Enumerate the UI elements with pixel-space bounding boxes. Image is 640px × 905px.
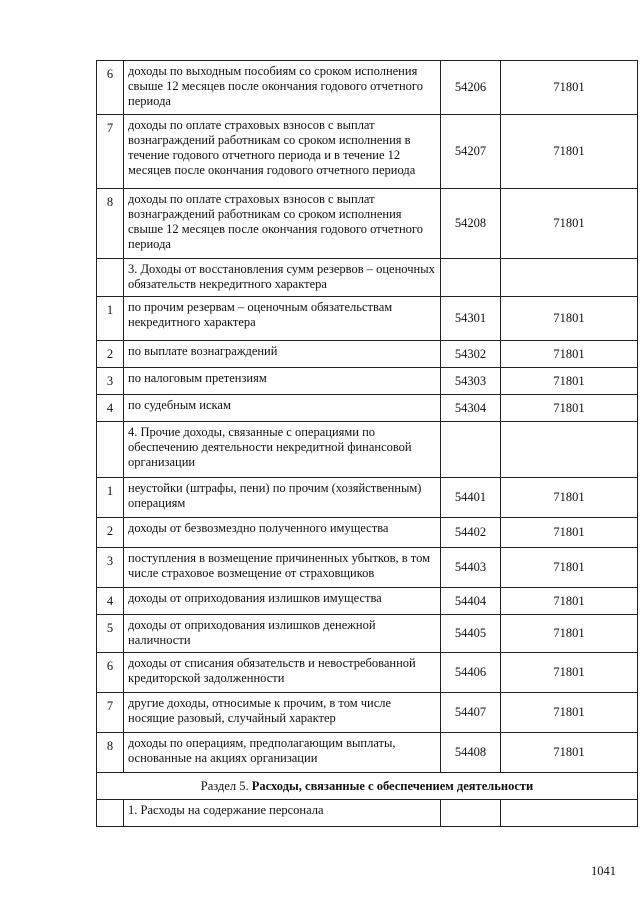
account-number xyxy=(501,800,638,827)
row-description: доходы от оприходования излишков имущества xyxy=(124,588,441,615)
row-number: 2 xyxy=(97,518,124,548)
group-header-row xyxy=(97,422,638,478)
account-number: 71801 xyxy=(501,478,638,518)
account-number: 71801 xyxy=(501,368,638,395)
group-title: 3. Доходы от восстановления сумм резервов – оценочных обязательств некредитного характера xyxy=(124,259,441,297)
symbol-code: 54404 xyxy=(441,588,501,615)
symbol-code: 54402 xyxy=(441,518,501,548)
row-description: доходы по оплате страховых взносов с выплат вознаграждений работникам со сроком исполнения свыше 12 месяцев после окончания годового отчетного периода xyxy=(124,189,441,259)
table-row xyxy=(97,693,638,733)
symbol-code: 54407 xyxy=(441,693,501,733)
row-description: по налоговым претензиям xyxy=(124,368,441,395)
document-table xyxy=(96,60,638,827)
row-number: 4 xyxy=(97,395,124,422)
row-description: доходы по выходным пособиям со сроком исполнения свыше 12 месяцев после окончания годового отчетного периода xyxy=(124,61,441,115)
row-description: поступления в возмещение причиненных убытков, в том числе страховое возмещение от страховщиков xyxy=(124,548,441,588)
row-description: по судебным искам xyxy=(124,395,441,422)
row-number xyxy=(97,800,124,827)
row-number xyxy=(97,259,124,297)
row-number: 8 xyxy=(97,189,124,259)
row-number: 3 xyxy=(97,548,124,588)
account-number: 71801 xyxy=(501,189,638,259)
symbol-code: 54303 xyxy=(441,368,501,395)
symbol-code: 54302 xyxy=(441,341,501,368)
group-title: 1. Расходы на содержание персонала xyxy=(124,800,441,827)
group-header-row xyxy=(97,259,638,297)
row-number: 1 xyxy=(97,478,124,518)
row-number: 7 xyxy=(97,115,124,189)
symbol-code: 54207 xyxy=(441,115,501,189)
section-header-row xyxy=(97,773,638,800)
row-description: неустойки (штрафы, пени) по прочим (хозяйственным) операциям xyxy=(124,478,441,518)
account-number: 71801 xyxy=(501,297,638,341)
symbol-code: 54403 xyxy=(441,548,501,588)
row-description: по прочим резервам – оценочным обязательствам некредитного характера xyxy=(124,297,441,341)
row-description: другие доходы, относимые к прочим, в том числе носящие разовый, случайный характер xyxy=(124,693,441,733)
table-row xyxy=(97,395,638,422)
table-row xyxy=(97,478,638,518)
symbol-code: 54401 xyxy=(441,478,501,518)
account-number xyxy=(501,259,638,297)
symbol-code: 54304 xyxy=(441,395,501,422)
table-row xyxy=(97,61,638,115)
section-header xyxy=(97,773,638,800)
row-description: доходы по оплате страховых взносов с выплат вознаграждений работникам со сроком исполнения в течение годового отчетного периода и в течение 12 месяцев после окончания годового отчетного периода xyxy=(124,115,441,189)
account-number: 71801 xyxy=(501,693,638,733)
symbol-code: 54301 xyxy=(441,297,501,341)
table-row xyxy=(97,368,638,395)
symbol-code xyxy=(441,259,501,297)
symbol-code xyxy=(441,422,501,478)
account-number: 71801 xyxy=(501,395,638,422)
table-row xyxy=(97,548,638,588)
account-number: 71801 xyxy=(501,548,638,588)
table-row xyxy=(97,588,638,615)
table-row xyxy=(97,733,638,773)
row-description: доходы от безвозмездно полученного имущества xyxy=(124,518,441,548)
account-number: 71801 xyxy=(501,61,638,115)
symbol-code: 54206 xyxy=(441,61,501,115)
row-number: 3 xyxy=(97,368,124,395)
symbol-code: 54405 xyxy=(441,615,501,653)
symbol-code: 54208 xyxy=(441,189,501,259)
row-number: 6 xyxy=(97,61,124,115)
account-number: 71801 xyxy=(501,653,638,693)
table-row xyxy=(97,115,638,189)
table-row xyxy=(97,518,638,548)
table-row xyxy=(97,297,638,341)
row-number: 2 xyxy=(97,341,124,368)
page-number: 1041 xyxy=(591,864,616,878)
account-number: 71801 xyxy=(501,733,638,773)
row-number xyxy=(97,422,124,478)
account-number: 71801 xyxy=(501,615,638,653)
table-row xyxy=(97,189,638,259)
row-description: по выплате вознаграждений xyxy=(124,341,441,368)
group-title: 4. Прочие доходы, связанные с операциями по обеспечению деятельности некредитной финансовой организации xyxy=(124,422,441,478)
row-number: 1 xyxy=(97,297,124,341)
account-number: 71801 xyxy=(501,115,638,189)
table-row xyxy=(97,341,638,368)
table-row xyxy=(97,653,638,693)
row-number: 7 xyxy=(97,693,124,733)
row-number: 8 xyxy=(97,733,124,773)
symbol-code: 54406 xyxy=(441,653,501,693)
account-number: 71801 xyxy=(501,341,638,368)
row-description: доходы от списания обязательств и невостребованной кредиторской задолженности xyxy=(124,653,441,693)
account-number: 71801 xyxy=(501,518,638,548)
row-number: 4 xyxy=(97,588,124,615)
symbol-code: 54408 xyxy=(441,733,501,773)
account-number: 71801 xyxy=(501,588,638,615)
row-description: доходы по операциям, предполагающим выплаты, основанные на акциях организации xyxy=(124,733,441,773)
section-prefix: Раздел 5. xyxy=(200,778,252,793)
row-number: 5 xyxy=(97,615,124,653)
section-title: Расходы, связанные с обеспечением деятельности xyxy=(251,778,534,793)
row-description: доходы от оприходования излишков денежной наличности xyxy=(124,615,441,653)
group-header-row xyxy=(97,800,638,827)
row-number: 6 xyxy=(97,653,124,693)
account-number xyxy=(501,422,638,478)
table-row xyxy=(97,615,638,653)
symbol-code xyxy=(441,800,501,827)
